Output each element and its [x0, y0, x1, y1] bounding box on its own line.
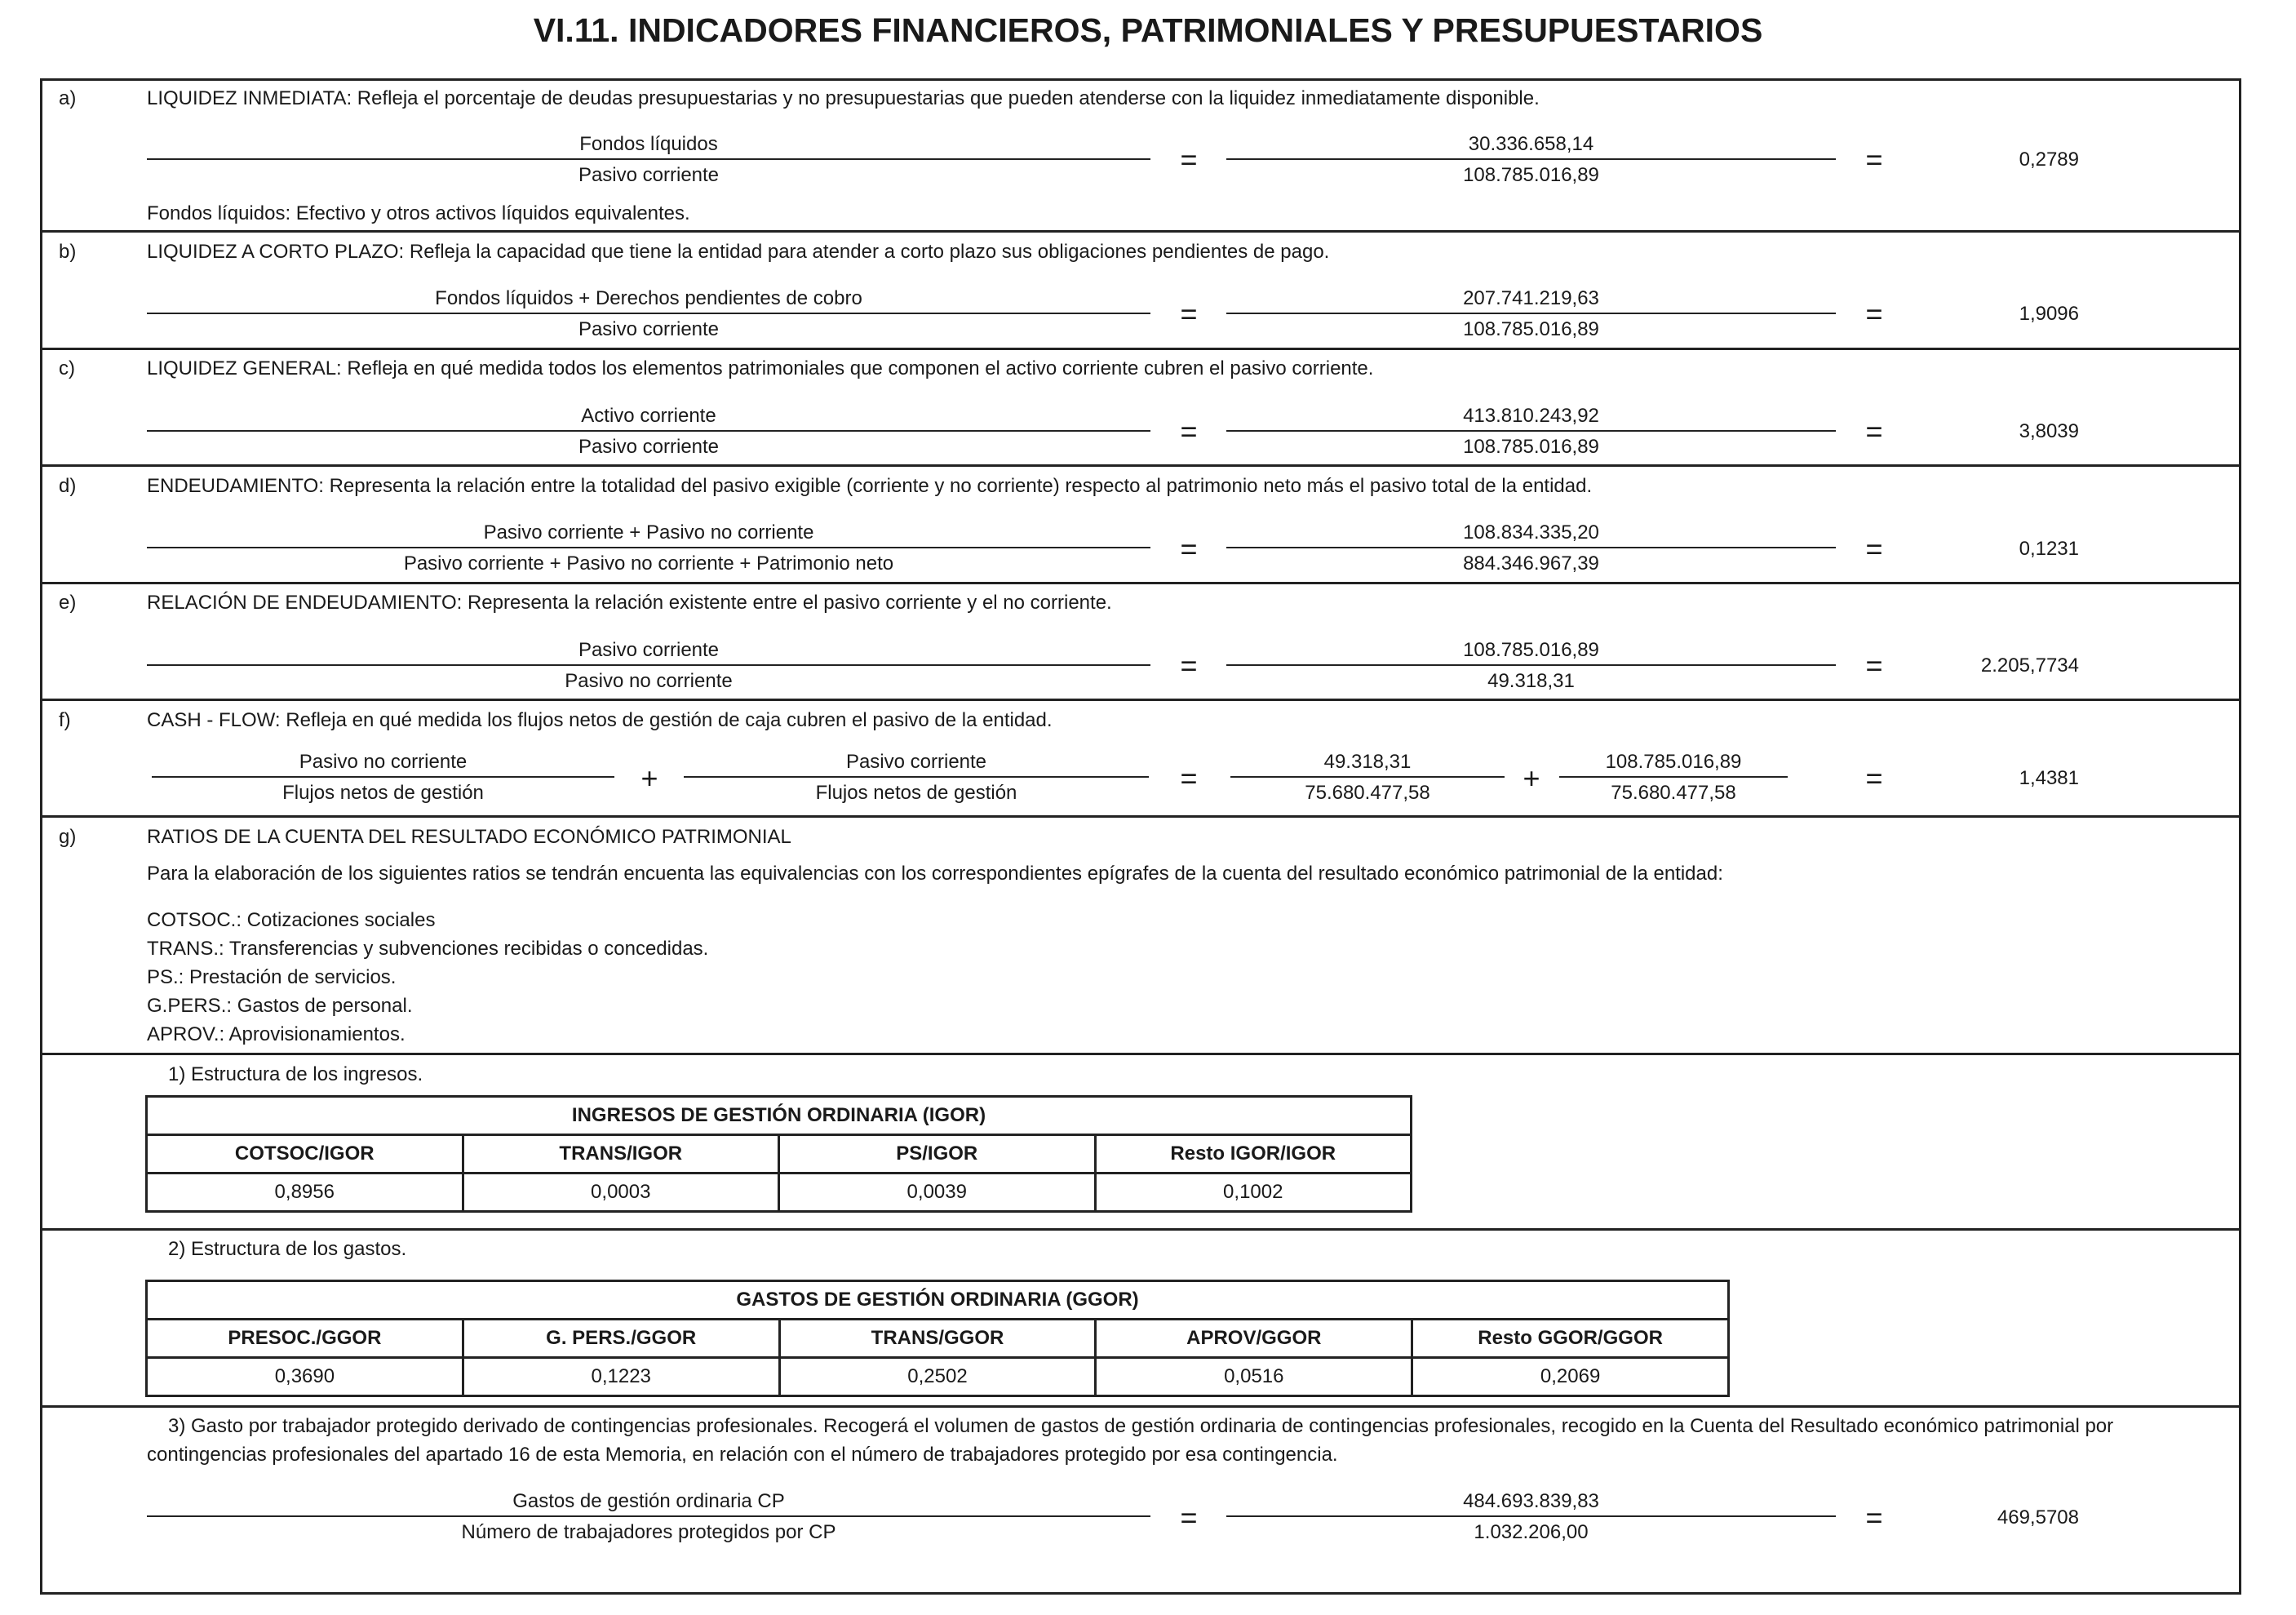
denominator-value: 108.785.016,89 [1463, 436, 1599, 458]
result-value: 2.205,7734 [1980, 654, 2079, 677]
section-divider [40, 230, 2241, 233]
numerator-label: Pasivo no corriente [299, 751, 468, 773]
denominator-value: 108.785.016,89 [1463, 164, 1599, 186]
section-divider [40, 1228, 2241, 1231]
section-letter: d) [59, 475, 77, 497]
plus-sign: + [640, 761, 658, 795]
result-value: 1,4381 [2019, 767, 2079, 789]
ingresos-table [145, 1095, 1412, 1213]
table-cell: 0,0039 [779, 1174, 1096, 1212]
equals-sign: = [1865, 532, 1883, 566]
section-divider [40, 464, 2241, 467]
section-divider [40, 815, 2241, 818]
section-letter: e) [59, 592, 77, 614]
table-header: Resto IGOR/IGOR [1095, 1135, 1412, 1174]
equals-sign: = [1180, 143, 1198, 176]
section-description: CASH - FLOW: Refleja en qué medida los flujos netos de gestión de caja cubren el pasivo de la entidad. [147, 709, 1053, 731]
denominator-value: 75.680.477,58 [1611, 782, 1736, 804]
fraction-bar [147, 547, 1150, 548]
denominator-label: Pasivo corriente + Pasivo no corriente + Patrimonio neto [403, 552, 894, 575]
table-cell: 0,0003 [463, 1174, 779, 1212]
equals-sign: = [1180, 649, 1198, 682]
fraction-bar [147, 1515, 1150, 1517]
equals-sign: = [1865, 297, 1883, 331]
numerator-value: 30.336.658,14 [1468, 133, 1594, 155]
page-title: VI.11. INDICADORES FINANCIEROS, PATRIMONIALES Y PRESUPUESTARIOS [533, 11, 1763, 49]
section-letter: f) [59, 709, 71, 731]
fraction-bar [1226, 430, 1836, 432]
section-divider [40, 1053, 2241, 1055]
table-title: GASTOS DE GESTIÓN ORDINARIA (GGOR) [147, 1281, 1729, 1320]
numerator-label: Fondos líquidos + Derechos pendientes de cobro [435, 287, 862, 309]
equals-sign: = [1180, 415, 1198, 448]
equals-sign: = [1180, 761, 1198, 795]
equals-sign: = [1180, 1501, 1198, 1534]
subsection-label: 1) Estructura de los ingresos. [168, 1063, 423, 1085]
table-cell: 0,8956 [147, 1174, 463, 1212]
numerator-label: Fondos líquidos [579, 133, 718, 155]
table-header: APROV/GGOR [1096, 1320, 1412, 1358]
result-value: 3,8039 [2019, 420, 2079, 442]
fraction-bar [147, 664, 1150, 666]
table-cell: 0,1223 [463, 1358, 779, 1396]
numerator-label: Activo corriente [581, 405, 716, 427]
denominator-value: 49.318,31 [1487, 670, 1575, 692]
equals-sign: = [1865, 649, 1883, 682]
denominator-value: 884.346.967,39 [1463, 552, 1599, 575]
denominator-label: Número de trabajadores protegidos por CP [461, 1521, 836, 1543]
section-divider [40, 348, 2241, 350]
fraction-bar [147, 430, 1150, 432]
fraction-bar [1226, 1515, 1836, 1517]
table-header: PS/IGOR [779, 1135, 1096, 1174]
table-cell: 0,0516 [1096, 1358, 1412, 1396]
section-description: LIQUIDEZ A CORTO PLAZO: Refleja la capacidad que tiene la entidad para atender a corto plazo sus obligaciones pendientes de pago. [147, 241, 1330, 263]
equals-sign: = [1865, 143, 1883, 176]
numerator-value: 207.741.219,63 [1463, 287, 1599, 309]
abbreviation-item: TRANS.: Transferencias y subvenciones recibidas o concedidas. [147, 938, 709, 960]
denominator-label: Flujos netos de gestión [815, 782, 1017, 804]
fraction-bar [1226, 547, 1836, 548]
section-note: Fondos líquidos: Efectivo y otros activos líquidos equivalentes. [147, 202, 690, 224]
subsection-text: 3) Gasto por trabajador protegido derivado de contingencias profesionales. Recogerá el volumen de gastos de gestión ordinaria de contingencias profesionales, recogido en la Cuenta del Resultado económico patrimonial por [168, 1415, 2114, 1437]
denominator-label: Pasivo corriente [578, 436, 720, 458]
abbreviation-item: COTSOC.: Cotizaciones sociales [147, 909, 436, 931]
table-header: Resto GGOR/GGOR [1412, 1320, 1729, 1358]
section-description: ENDEUDAMIENTO: Representa la relación entre la totalidad del pasivo exigible (corriente y no corriente) respecto al patrimonio neto más el pasivo total de la entidad. [147, 475, 1593, 497]
fraction-bar [147, 158, 1150, 160]
section-description: LIQUIDEZ GENERAL: Refleja en qué medida todos los elementos patrimoniales que componen el activo corriente cubren el pasivo corriente. [147, 357, 1374, 379]
fraction-bar [147, 313, 1150, 314]
gastos-table [145, 1280, 1730, 1397]
table-header: PRESOC./GGOR [147, 1320, 463, 1358]
numerator-label: Pasivo corriente [578, 639, 720, 661]
numerator-value: 108.785.016,89 [1463, 639, 1599, 661]
table-header: TRANS/GGOR [779, 1320, 1096, 1358]
section-letter: c) [59, 357, 75, 379]
result-value: 469,5708 [1997, 1506, 2079, 1528]
table-header: COTSOC/IGOR [147, 1135, 463, 1174]
denominator-value: 75.680.477,58 [1305, 782, 1430, 804]
table-cell: 0,2069 [1412, 1358, 1729, 1396]
fraction-bar [684, 776, 1149, 778]
plus-sign: + [1523, 761, 1540, 795]
section-letter: a) [59, 87, 77, 109]
equals-sign: = [1865, 761, 1883, 795]
equals-sign: = [1865, 415, 1883, 448]
numerator-label: Pasivo corriente [845, 751, 987, 773]
abbreviation-item: G.PERS.: Gastos de personal. [147, 995, 413, 1017]
equals-sign: = [1180, 532, 1198, 566]
section-letter: g) [59, 826, 77, 848]
numerator-value: 413.810.243,92 [1463, 405, 1599, 427]
numerator-label: Gastos de gestión ordinaria CP [512, 1490, 785, 1512]
equals-sign: = [1180, 297, 1198, 331]
table-header: G. PERS./GGOR [463, 1320, 779, 1358]
subsection-label: 2) Estructura de los gastos. [168, 1238, 407, 1260]
section-description: RELACIÓN DE ENDEUDAMIENTO: Representa la relación existente entre el pasivo corriente y el no corriente. [147, 592, 1112, 614]
section-intro: Para la elaboración de los siguientes ratios se tendrán encuenta las equivalencias con los correspondientes epígrafes de la cuenta del resultado económico patrimonial de la entidad: [147, 863, 1723, 885]
denominator-value: 108.785.016,89 [1463, 318, 1599, 340]
fraction-bar [1230, 776, 1505, 778]
section-letter: b) [59, 241, 77, 263]
numerator-value: 484.693.839,83 [1463, 1490, 1599, 1512]
fraction-bar [1226, 313, 1836, 314]
table-title: INGRESOS DE GESTIÓN ORDINARIA (IGOR) [147, 1097, 1412, 1135]
section-heading: RATIOS DE LA CUENTA DEL RESULTADO ECONÓMICO PATRIMONIAL [147, 826, 791, 848]
denominator-label: Pasivo corriente [578, 318, 720, 340]
section-divider [40, 699, 2241, 701]
abbreviation-item: PS.: Prestación de servicios. [147, 966, 397, 988]
table-cell: 0,2502 [779, 1358, 1096, 1396]
fraction-bar [1559, 776, 1788, 778]
result-value: 0,1231 [2019, 538, 2079, 560]
equals-sign: = [1865, 1501, 1883, 1534]
denominator-label: Pasivo no corriente [565, 670, 733, 692]
section-divider [40, 582, 2241, 584]
result-value: 0,2789 [2019, 149, 2079, 171]
abbreviation-item: APROV.: Aprovisionamientos. [147, 1023, 406, 1045]
section-description: LIQUIDEZ INMEDIATA: Refleja el porcentaje de deudas presupuestarias y no presupuestarias que pueden atenderse con la liquidez inmediatamente disponible. [147, 87, 1540, 109]
table-cell: 0,3690 [147, 1358, 463, 1396]
numerator-value: 49.318,31 [1323, 751, 1412, 773]
table-header: TRANS/IGOR [463, 1135, 779, 1174]
denominator-label: Flujos netos de gestión [282, 782, 484, 804]
numerator-value: 108.834.335,20 [1463, 521, 1599, 544]
denominator-label: Pasivo corriente [578, 164, 720, 186]
section-divider [40, 1405, 2241, 1408]
fraction-bar [1226, 158, 1836, 160]
fraction-bar [1226, 664, 1836, 666]
table-cell: 0,1002 [1095, 1174, 1412, 1212]
numerator-value: 108.785.016,89 [1605, 751, 1742, 773]
subsection-text: contingencias profesionales del apartado 16 de esta Memoria, en relación con el número de trabajadores protegido por esa contingencia. [147, 1444, 1338, 1466]
numerator-label: Pasivo corriente + Pasivo no corriente [483, 521, 814, 544]
result-value: 1,9096 [2019, 303, 2079, 325]
denominator-value: 1.032.206,00 [1474, 1521, 1589, 1543]
fraction-bar [152, 776, 614, 778]
